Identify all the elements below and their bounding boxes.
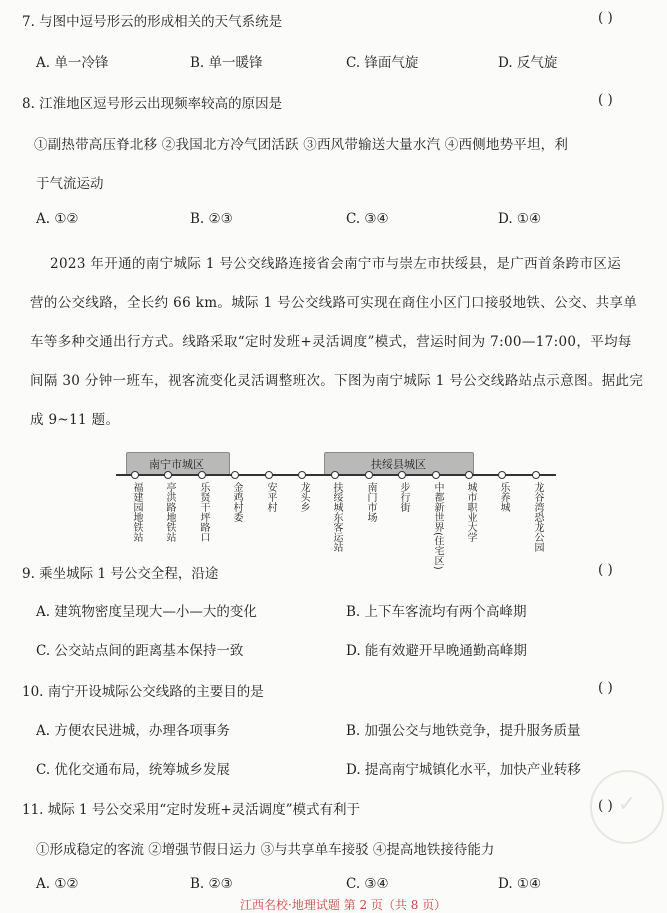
q7-option-b: B. 单一暖锋 — [190, 55, 263, 71]
q11-option-b: B. ②③ — [190, 876, 233, 892]
q8-items-line2: 于气流运动 — [36, 176, 104, 192]
stop-marker — [365, 471, 373, 479]
stop-label: 金鸡村委 — [231, 482, 242, 522]
q11-items: ①形成稳定的客流 ②增强节假日运力 ③与共享单车接驳 ④提高地铁接待能力 — [36, 842, 495, 858]
passage-line-2: 营的公交线路，全长约 66 km。城际 1 号公交线路可实现在商住小区门口接驳地铁、公交、共享单 — [30, 295, 638, 311]
stop-label: 乐贤干坪路口 — [198, 482, 209, 542]
region-label-fusui: 扶绥县城区 — [371, 458, 426, 471]
stop-label: 福建园地铁站 — [131, 482, 142, 542]
stop-marker — [131, 471, 139, 479]
q9-option-d: D. 能有效避开早晚通勤高峰期 — [346, 643, 527, 659]
page-footer: 江西名校·地理试题 第 2 页（共 8 页） — [240, 898, 447, 912]
q11-option-a: A. ①② — [36, 876, 79, 892]
bus-route-map — [116, 446, 556, 570]
passage-line-4: 间隔 30 分钟一班车，视客流变化灵活调整班次。下图为南宁城际 1 号公交线路站点示意图。据此完 — [30, 373, 644, 389]
q10-answer-paren: ( ) — [598, 680, 613, 696]
region-nanning-urban — [126, 452, 230, 476]
stop-marker — [498, 471, 506, 479]
q9-option-a: A. 建筑物密度呈现大—小—大的变化 — [36, 604, 257, 620]
stop-label: 城市职业大学 — [465, 482, 476, 542]
stop-label: 龙谷湾恐龙公园 — [532, 482, 543, 552]
q7-option-d: D. 反气旋 — [498, 55, 558, 71]
stop-label: 扶绥城东客运站 — [331, 482, 342, 552]
stop-marker — [432, 471, 440, 479]
q10-option-b: B. 加强公交与地铁竞争，提升服务质量 — [346, 723, 581, 739]
q9-option-b: B. 上下车客流均有两个高峰期 — [346, 604, 527, 620]
q9-answer-paren: ( ) — [598, 562, 613, 578]
stop-marker — [398, 471, 406, 479]
q11-stem: 11. 城际 1 号公交采用“定时发班+灵活调度”模式有利于 — [22, 802, 361, 818]
q8-answer-paren: ( ) — [598, 92, 613, 108]
q7-answer-paren: ( ) — [598, 10, 613, 26]
stop-marker — [164, 471, 172, 479]
passage-line-1: 2023 年开通的南宁城际 1 号公交线路连接省会南宁市与崇左市扶绥县，是广西首条跨市区运 — [50, 256, 622, 272]
stop-label: 步行街 — [398, 482, 409, 512]
q8-option-d: D. ①④ — [498, 211, 542, 227]
q10-stem: 10. 南宁开设城际公交线路的主要目的是 — [22, 684, 264, 700]
stop-marker — [198, 471, 206, 479]
q8-stem: 8. 江淮地区逗号形云出现频率较高的原因是 — [22, 96, 283, 112]
q11-answer-paren: ( ) — [598, 798, 613, 814]
stop-marker — [231, 471, 239, 479]
q8-items-line1: ①副热带高压脊北移 ②我国北方冷气团活跃 ③西风带输送大量水汽 ④西侧地势平坦，利 — [34, 137, 569, 153]
q8-option-c: C. ③④ — [346, 211, 389, 227]
stop-label: 亭洪路地铁站 — [164, 482, 175, 542]
stop-marker — [532, 471, 540, 479]
passage-line-5: 成 9~11 题。 — [30, 412, 120, 428]
q8-option-a: A. ①② — [36, 211, 79, 227]
stop-label: 龙头乡 — [298, 482, 309, 512]
q10-option-c: C. 优化交通布局，统筹城乡发展 — [36, 762, 230, 778]
q9-option-c: C. 公交站点间的距离基本保持一致 — [36, 643, 244, 659]
stop-marker — [265, 471, 273, 479]
q8-option-b: B. ②③ — [190, 211, 233, 227]
stop-marker — [298, 471, 306, 479]
stop-label: 安平村 — [265, 482, 276, 512]
stop-marker — [465, 471, 473, 479]
q11-option-c: C. ③④ — [346, 876, 389, 892]
q7-stem: 7. 与图中逗号形云的形成相关的天气系统是 — [22, 14, 283, 30]
passage-line-3: 车等多种交通出行方式。线路采取“定时发班+灵活调度”模式，营运时间为 7:00—17:00，平均每 — [30, 334, 632, 350]
region-label-nanning: 南宁市城区 — [149, 458, 204, 471]
q10-option-a: A. 方便农民进城，办理各项事务 — [36, 723, 230, 739]
stop-label: 南门市场 — [365, 482, 376, 522]
q7-option-a: A. 单一冷锋 — [36, 55, 109, 71]
q9-stem: 9. 乘坐城际 1 号公交全程，沿途 — [22, 566, 219, 582]
stop-marker — [331, 471, 339, 479]
watermark-logo: ✓ — [590, 770, 664, 844]
q11-option-d: D. ①④ — [498, 876, 542, 892]
stop-label: 中都新世界(住宅区) — [432, 482, 443, 570]
stop-label: 乐养城 — [498, 482, 509, 512]
q10-option-d: D. 提高南宁城镇化水平，加快产业转移 — [346, 762, 581, 778]
q7-option-c: C. 锋面气旋 — [346, 55, 419, 71]
